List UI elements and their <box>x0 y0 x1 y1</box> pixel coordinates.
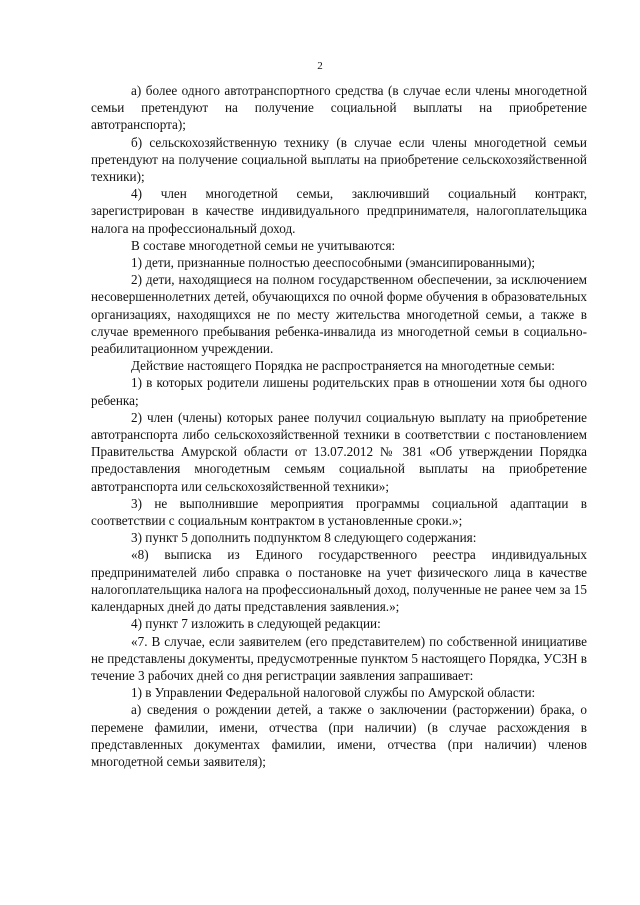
paragraph-3: 4) член многодетной семьи, заключивший социальный контракт, зарегистрирован в качестве индивидуального предпринимателя, налогоплательщика налога на профессиональный доход. <box>91 186 587 236</box>
paragraph-13: 4) пункт 7 изложить в следующей редакции: <box>131 616 381 632</box>
paragraph-8: 1) в которых родители лишены родительских прав в отношении хотя бы одного ребенка; <box>91 375 587 408</box>
paragraph-1: а) более одного автотранспортного средства (в случае если члены многодетной семьи претендуют на получение социальной выплаты на приобретение автотранспорта); <box>91 83 587 133</box>
paragraph-9: 2) член (члены) которых ранее получил социальную выплату на приобретение автотранспорта либо сельскохозяйственной техники в соответствии с постановлением Правительства Амурской области от 13.07.2012 № 381 «Об утверждении Порядка предоставления многодетным семьям социальной выплаты на приобретение автотранспорта или сельскохозяйственной техники»; <box>91 409 587 494</box>
paragraph-15: 1) в Управлении Федеральной налоговой службы по Амурской области: <box>131 685 536 701</box>
document-body <box>91 82 587 770</box>
paragraph-11: 3) пункт 5 дополнить подпунктом 8 следующего содержания: <box>131 530 477 546</box>
paragraph-4: В составе многодетной семьи не учитываются: <box>131 237 396 253</box>
paragraph-14: «7. В случае, если заявителем (его представителем) по собственной инициативе не представлены документы, предусмотренные пунктом 5 настоящего Порядка, УСЗН в течение 3 рабочих дней со дня регистрации заявления запрашивает: <box>91 633 587 683</box>
paragraph-16: а) сведения о рождении детей, а также о заключении (расторжении) брака, о перемене фамилии, имени, отчества (при наличии) (в случае расхождения в представленных документах фамилии, имени, отчества (при наличии) членов многодетной семьи заявителя); <box>91 702 587 769</box>
paragraph-2: б) сельскохозяйственную технику (в случае если члены многодетной семьи претендуют на получение социальной выплаты на приобретение сельскохозяйственной техники); <box>91 134 587 185</box>
paragraph-7: Действие настоящего Порядка не распространяется на многодетные семьи: <box>131 358 555 374</box>
paragraph-5: 1) дети, признанные полностью дееспособными (эмансипированными); <box>131 255 536 271</box>
paragraph-12: «8) выписка из Единого государственного реестра индивидуальных предпринимателей либо справка о постановке на учет физического лица в качестве налогоплательщика налога на профессиональный доход, полученные не ранее чем за 15 календарных дней до даты представления заявления.»; <box>91 547 587 615</box>
paragraph-10: 3) не выполнившие мероприятия программы социальной адаптации в соответствии с социальным контрактом в установленные сроки.»; <box>91 495 587 529</box>
paragraph-6: 2) дети, находящиеся на полном государственном обеспечении, за исключением несовершеннолетних детей, обучающихся по очной форме обучения в образовательных организациях, находящихся не по месту жительства многодетной семьи, а также в случае временного пребывания ребенка-инвалида из многодетной семьи в социально-реабилитационном учреждении. <box>91 272 587 357</box>
page-number: 2 <box>317 60 323 72</box>
